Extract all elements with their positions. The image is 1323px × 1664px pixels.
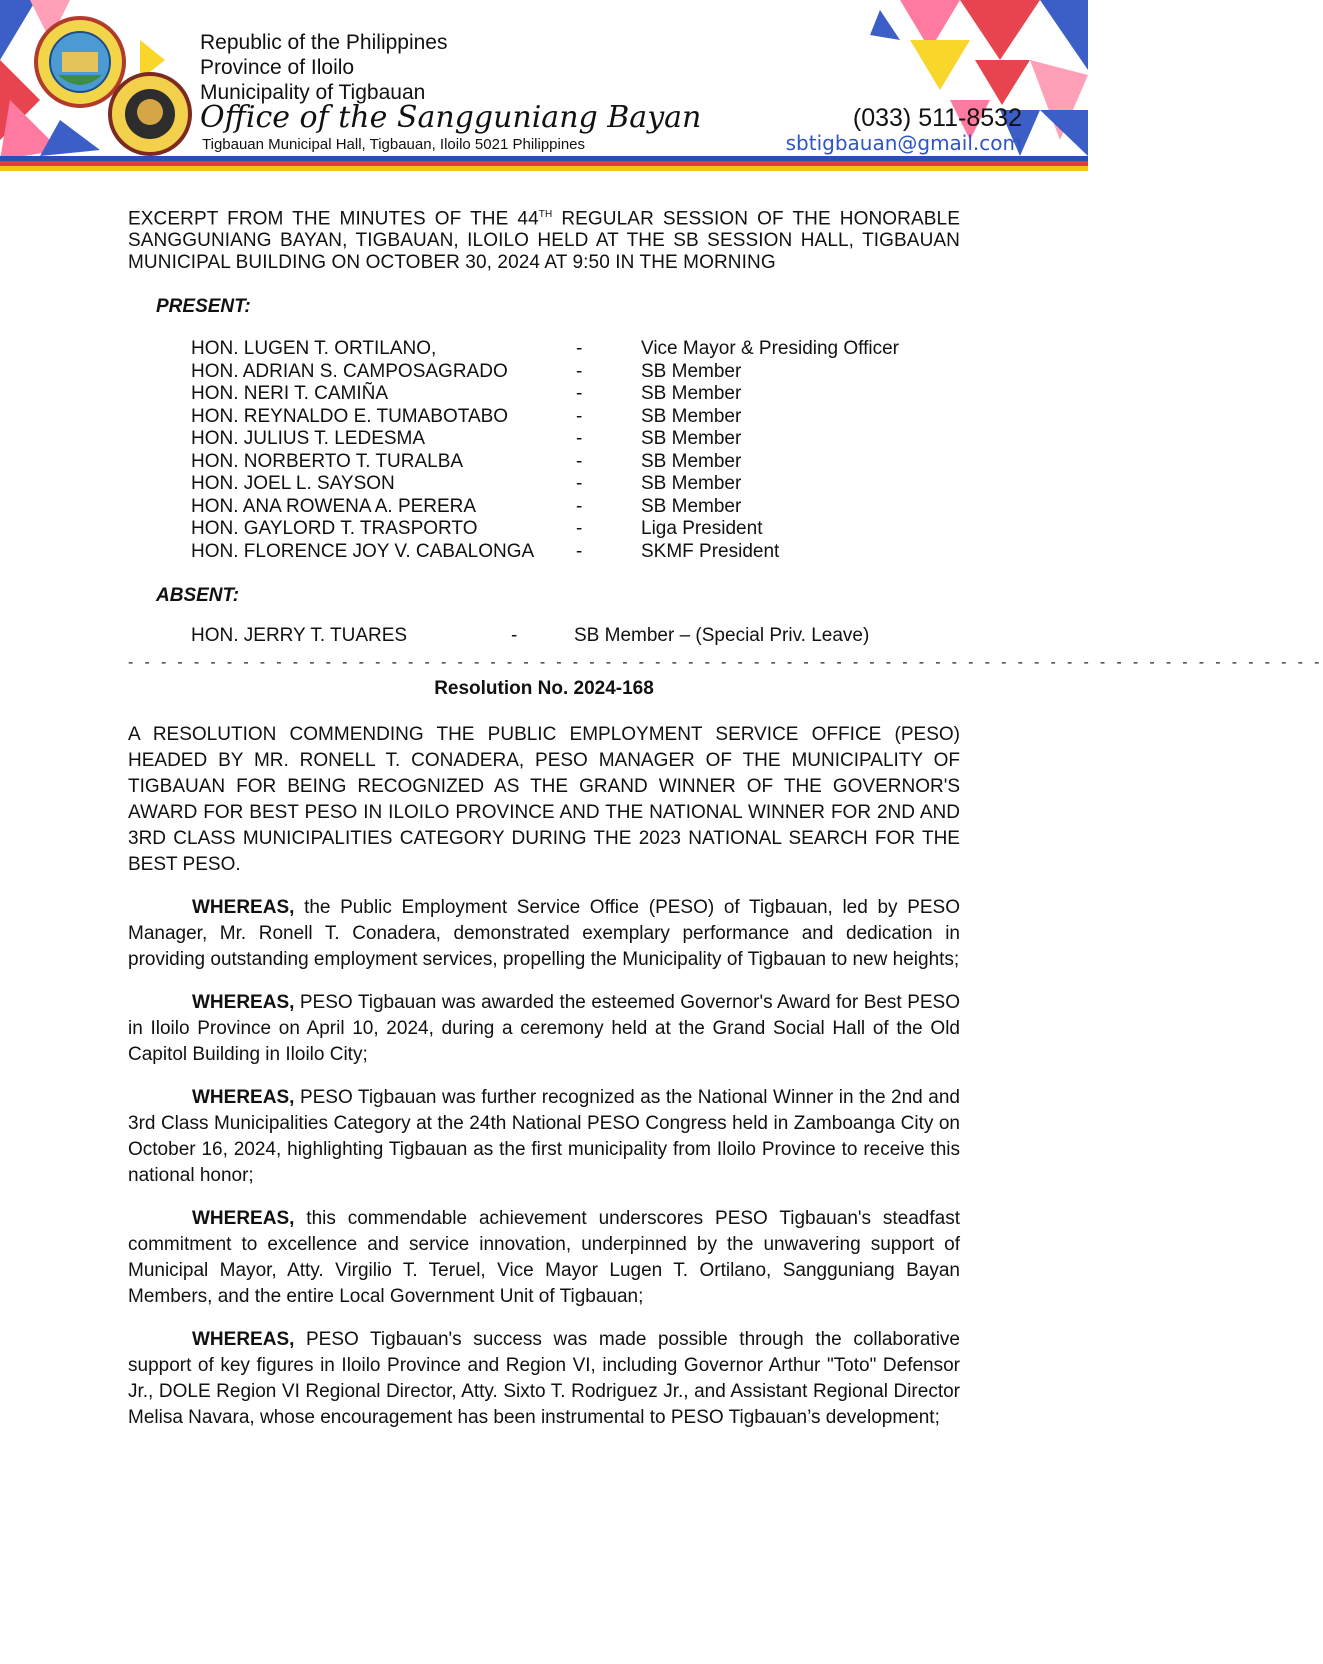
absent-member-role: SB Member – (Special Priv. Leave) xyxy=(574,625,870,647)
municipality-line: Municipality of Tigbauan xyxy=(200,81,426,104)
member-name: HON. JULIUS T. LEDESMA xyxy=(191,428,426,450)
member-role: SKMF President xyxy=(641,540,780,562)
office-address: Tigbauan Municipal Hall, Tigbauan, Iloilo 5021 Philippines xyxy=(202,136,586,153)
table-row xyxy=(191,428,899,451)
table-row xyxy=(191,383,899,406)
table-row xyxy=(191,473,899,496)
present-roster xyxy=(191,338,899,563)
office-phone: (033) 511-8532 xyxy=(852,104,1022,132)
whereas-lead: WHEREAS, xyxy=(192,1087,295,1109)
whereas-lead: WHEREAS, xyxy=(192,1329,295,1351)
table-row xyxy=(191,496,899,519)
office-name: Office of the Sangguniang Bayan xyxy=(200,100,702,135)
document-body xyxy=(128,204,1323,1431)
member-role: Liga President xyxy=(641,518,763,540)
member-name: HON. GAYLORD T. TRASPORTO xyxy=(191,518,478,540)
minutes-heading-part1: EXCERPT FROM THE MINUTES OF THE 44 xyxy=(128,208,539,230)
member-role: SB Member xyxy=(641,495,742,517)
member-name: HON. JOEL L. SAYSON xyxy=(191,473,395,495)
member-name: HON. ANA ROWENA A. PERERA xyxy=(191,495,477,517)
republic-line: Republic of the Philippines xyxy=(200,31,448,54)
office-email: sbtigbauan@gmail.com xyxy=(785,131,1022,155)
absent-member-row xyxy=(191,625,960,647)
member-role: SB Member xyxy=(641,405,742,427)
resolution-title: A RESOLUTION COMMENDING THE PUBLIC EMPLOYMENT SERVICE OFFICE (PESO) HEADED BY MR. RONELL T. CONADERA, PESO MANAGER OF THE MUNICIPALITY OF TIGBAUAN FOR BEING RECOGNIZED AS THE GRAND WINNER OF THE GOVERNOR'S AWARD FOR BEST PESO IN ILOILO PROVINCE AND THE NATIONAL WINNER FOR 2ND AND 3RD CLASS MUNICIPALITIES CATEGORY DURING THE 2023 NATIONAL SEARCH FOR THE BEST PESO. xyxy=(128,724,960,876)
section-divider: - - - - - - - - - - - - - - - - - - - - - - - - - - - - - - - - - - - - - - - - - - - - - - - - - - - - - - - - - - - - - - - - - - - - - - - - - xyxy=(128,654,1323,672)
member-role: Vice Mayor & Presiding Officer xyxy=(641,338,900,360)
member-dash: - xyxy=(576,383,583,405)
member-dash: - xyxy=(576,428,583,450)
whereas-clause xyxy=(128,1327,960,1431)
absent-member-dash: - xyxy=(511,625,518,647)
minutes-heading-part2: REGULAR SESSION OF THE HONORABLE SANGGUNIANG BAYAN, TIGBAUAN, ILOILO HELD AT THE SB SESSION HALL, TIGBAUAN MUNICIPAL BUILDING ON OCTOBER 30, 2024 AT 9:50 IN THE MORNING xyxy=(128,208,960,274)
government-hierarchy xyxy=(200,30,448,105)
whereas-text: PESO Tigbauan's success was made possible through the collaborative support of key figures in Iloilo Province and Region VI, including Governor Arthur "Toto" Defensor Jr., DOLE Region VI Regional Director, Atty. Sixto T. Rodriguez Jr., and Assistant Regional Director Melisa Navara, whose encouragement has been instrumental to PESO Tigbauan’s development; xyxy=(128,1329,960,1429)
table-row xyxy=(191,338,899,361)
table-row xyxy=(191,541,899,564)
absent-label: ABSENT: xyxy=(156,585,240,607)
present-label: PRESENT: xyxy=(156,296,251,318)
member-role: SB Member xyxy=(641,383,742,405)
member-dash: - xyxy=(576,495,583,517)
resolution-number: Resolution No. 2024-168 xyxy=(434,678,654,700)
member-dash: - xyxy=(576,450,583,472)
whereas-text: PESO Tigbauan was further recognized as the National Winner in the 2nd and 3rd Class Municipalities Category at the 24th National PESO Congress held in Zamboanga City on October 16, 2024, highlighting Tigbauan as the first municipality from Iloilo Province to receive this national honor; xyxy=(128,1087,960,1187)
member-dash: - xyxy=(576,338,583,360)
table-row xyxy=(191,518,899,541)
whereas-clause xyxy=(128,1206,960,1310)
member-name: HON. ADRIAN S. CAMPOSAGRADO xyxy=(191,360,508,382)
member-dash: - xyxy=(576,518,583,540)
whereas-lead: WHEREAS, xyxy=(192,897,295,919)
whereas-clause xyxy=(128,895,960,973)
province-line: Province of Iloilo xyxy=(200,56,355,79)
whereas-clause xyxy=(128,1085,960,1189)
whereas-text: the Public Employment Service Office (PESO) of Tigbauan, led by PESO Manager, Mr. Ronell T. Conadera, demonstrated exemplary performance and dedication in providing outstanding employment services, propelling the Municipality of Tigbauan to new heights; xyxy=(128,897,960,971)
whereas-text: this commendable achievement underscores PESO Tigbauan's steadfast commitment to excellence and service innovation, underpinned by the unwavering support of Municipal Mayor, Atty. Virgilio T. Teruel, Vice Mayor Lugen T. Ortilano, Sangguniang Bayan Members, and the entire Local Government Unit of Tigbauan; xyxy=(128,1208,960,1308)
whereas-clause xyxy=(128,990,960,1068)
member-dash: - xyxy=(576,405,583,427)
whereas-text: PESO Tigbauan was awarded the esteemed Governor's Award for Best PESO in Iloilo Province on April 10, 2024, during a ceremony held at the Grand Social Hall of the Old Capitol Building in Iloilo City; xyxy=(128,992,960,1066)
member-name: HON. NORBERTO T. TURALBA xyxy=(191,450,464,472)
member-name: HON. NERI T. CAMIÑA xyxy=(191,383,389,405)
absent-member-name: HON. JERRY T. TUARES xyxy=(191,625,408,647)
minutes-heading-sup: TH xyxy=(538,209,553,220)
table-row xyxy=(191,361,899,384)
member-role: SB Member xyxy=(641,360,742,382)
member-dash: - xyxy=(576,473,583,495)
whereas-lead: WHEREAS, xyxy=(192,1208,295,1230)
member-role: SB Member xyxy=(641,428,742,450)
member-role: SB Member xyxy=(641,473,742,495)
table-row xyxy=(191,406,899,429)
member-name: HON. REYNALDO E. TUMABOTABO xyxy=(191,405,509,427)
member-name: HON. FLORENCE JOY V. CABALONGA xyxy=(191,540,535,562)
member-dash: - xyxy=(576,360,583,382)
table-row xyxy=(191,451,899,474)
minutes-heading xyxy=(128,204,960,274)
member-dash: - xyxy=(576,540,583,562)
member-role: SB Member xyxy=(641,450,742,472)
whereas-lead: WHEREAS, xyxy=(192,992,295,1014)
letterhead xyxy=(0,0,1088,180)
member-name: HON. LUGEN T. ORTILANO, xyxy=(191,338,437,360)
